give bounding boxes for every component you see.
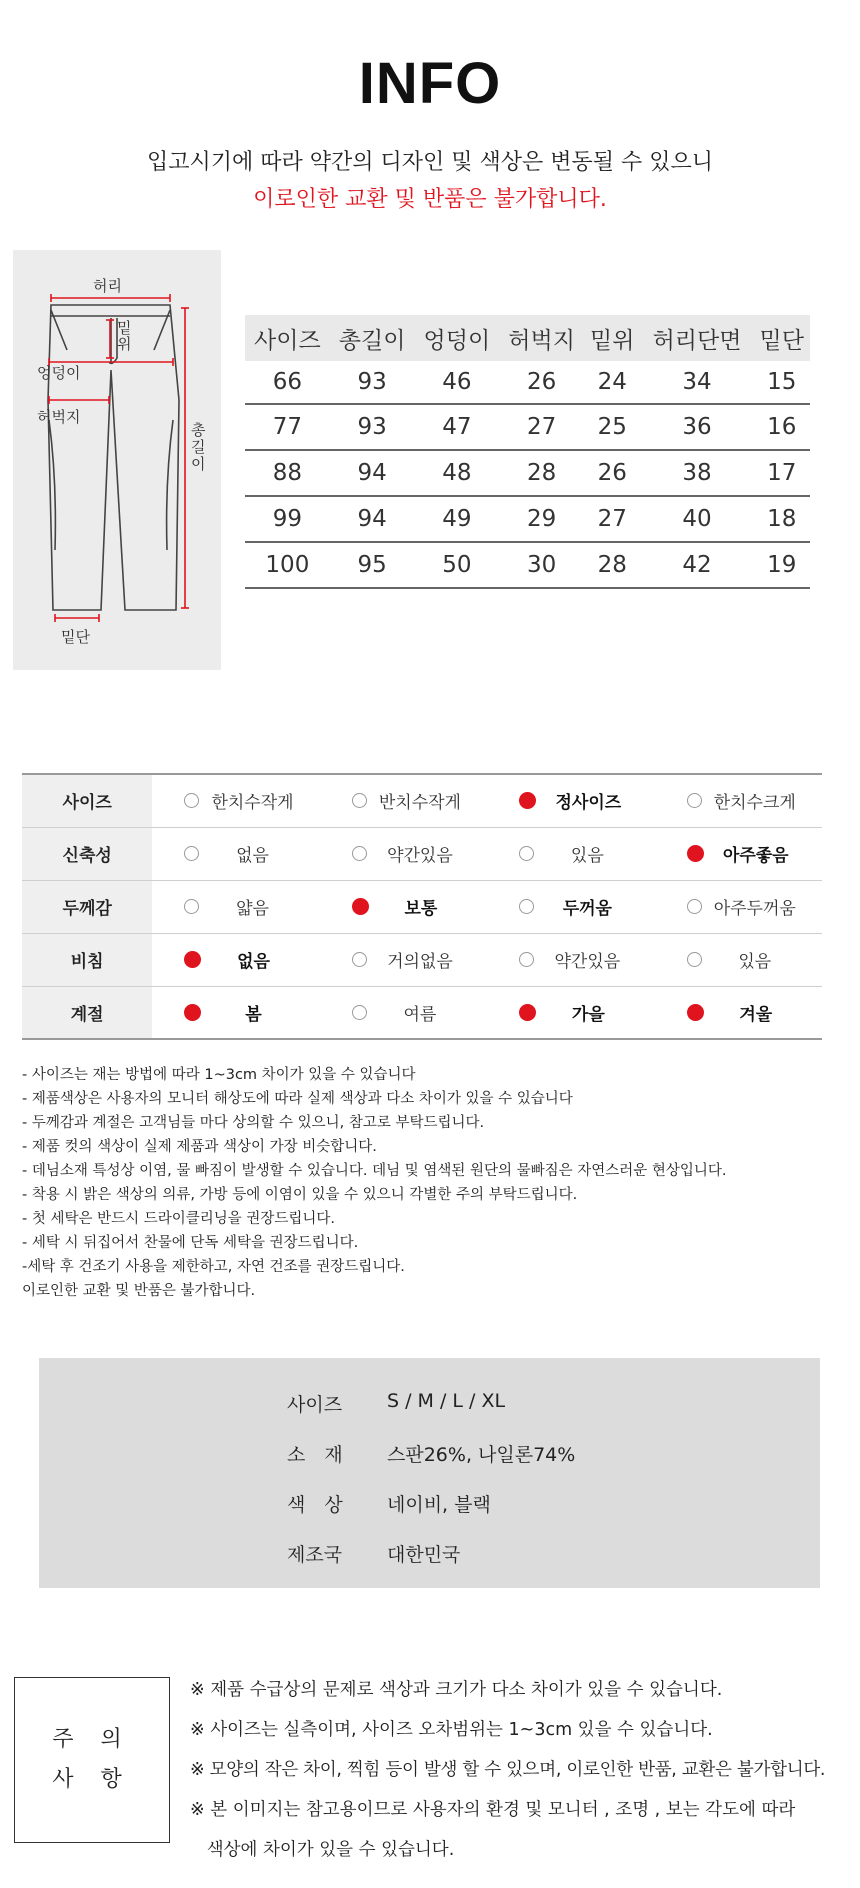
option-label: 있음: [738, 952, 772, 972]
table-cell: 88: [245, 450, 330, 496]
property-label: 계절: [22, 986, 152, 1039]
note-line: - 제품색상은 사용자의 모니터 해상도에 따라 실제 색상과 다소 차이가 있을 수 있습니다: [22, 1091, 573, 1107]
radio-empty-icon[interactable]: [687, 899, 702, 914]
table-cell: 17: [754, 450, 811, 496]
table-row: [245, 496, 810, 542]
option-label: 겨울: [739, 1004, 773, 1025]
radio-empty-icon[interactable]: [519, 846, 534, 861]
radio-empty-icon[interactable]: [184, 846, 199, 861]
property-row: [22, 880, 822, 933]
spec-row-color: [287, 1490, 491, 1517]
note-line: - 사이즈는 재는 방법에 따라 1~3cm 차이가 있을 수 있습니다: [22, 1067, 416, 1083]
property-option[interactable]: [320, 880, 487, 933]
property-option[interactable]: [152, 880, 319, 933]
note-line: 이로인한 교환 및 반품은 불가합니다.: [22, 1283, 256, 1299]
option-label: 얇음: [236, 899, 269, 919]
radio-empty-icon[interactable]: [184, 899, 199, 914]
table-cell: 49: [415, 496, 500, 542]
radio-empty-icon[interactable]: [352, 952, 367, 967]
property-option[interactable]: [152, 774, 319, 827]
header-cell: 밑단: [754, 315, 811, 361]
caution-item: ※ 제품 수급상의 문제로 색상과 크기가 다소 차이가 있을 수 있습니다.: [190, 1680, 723, 1700]
radio-selected-icon[interactable]: [687, 845, 704, 862]
property-option[interactable]: [320, 933, 487, 986]
property-option[interactable]: [655, 933, 822, 986]
spec-key: 사이즈: [287, 1394, 343, 1416]
table-cell: 94: [330, 450, 415, 496]
property-option[interactable]: [655, 774, 822, 827]
option-label: 있음: [570, 846, 604, 866]
table-cell: 42: [641, 542, 754, 588]
option-label: 여름: [403, 1004, 437, 1025]
property-label: 비침: [22, 933, 152, 986]
table-cell: 46: [415, 361, 500, 404]
radio-empty-icon[interactable]: [352, 846, 367, 861]
option-label: 없음: [237, 952, 270, 972]
notice-line-1: 입고시기에 따라 약간의 디자인 및 색상은 변동될 수 있으니: [147, 150, 713, 175]
option-label: 한치수크게: [713, 793, 796, 814]
table-cell: 36: [641, 404, 754, 450]
spec-row-size: [287, 1390, 505, 1417]
caution-item: ※ 본 이미지는 참고용이므로 사용자의 환경 및 모니터 , 조명 , 보는 각도에 따라: [190, 1800, 796, 1820]
radio-empty-icon[interactable]: [519, 899, 534, 914]
table-cell: 48: [415, 450, 500, 496]
caution-label-line: 사 항: [52, 1767, 132, 1792]
property-option[interactable]: [487, 933, 654, 986]
spec-value: 스판26%, 나일론74%: [387, 1444, 576, 1466]
note-line: - 착용 시 밝은 색상의 의류, 가방 등에 이염이 있을 수 있으니 각별한 주의 부탁드립니다.: [22, 1187, 578, 1203]
table-cell: 93: [330, 361, 415, 404]
option-label: 정사이즈: [555, 793, 622, 814]
table-cell: 34: [641, 361, 754, 404]
table-cell: 66: [245, 361, 330, 404]
property-label: 사이즈: [22, 774, 152, 827]
size-table: [245, 315, 810, 589]
label-hip: 엉덩이: [37, 364, 81, 382]
table-row: [245, 450, 810, 496]
table-cell: 16: [754, 404, 811, 450]
property-option[interactable]: [655, 827, 822, 880]
table-cell: 25: [584, 404, 641, 450]
property-option[interactable]: [487, 986, 654, 1039]
property-option[interactable]: [152, 933, 319, 986]
label-thigh: 허벅지: [37, 408, 81, 426]
radio-selected-icon[interactable]: [519, 792, 536, 809]
header-cell: 허리단면: [641, 315, 754, 361]
table-cell: 26: [499, 361, 584, 404]
caution-list: [190, 1670, 850, 1870]
table-cell: 100: [245, 542, 330, 588]
note-line: -세탁 후 건조기 사용을 제한하고, 자연 건조를 권장드립니다.: [22, 1259, 405, 1275]
table-cell: 26: [584, 450, 641, 496]
table-cell: 93: [330, 404, 415, 450]
table-cell: 99: [245, 496, 330, 542]
property-option[interactable]: [655, 880, 822, 933]
option-label: 반치수작게: [378, 793, 461, 814]
table-cell: 94: [330, 496, 415, 542]
option-label: 봄: [245, 1004, 262, 1025]
radio-selected-icon[interactable]: [687, 1004, 704, 1021]
table-cell: 40: [641, 496, 754, 542]
table-row: [245, 361, 810, 404]
label-waist: 허리: [93, 277, 122, 295]
size-table-header: [245, 315, 810, 361]
table-cell: 28: [499, 450, 584, 496]
table-cell: 50: [415, 542, 500, 588]
option-label: 한치수작게: [211, 793, 294, 814]
radio-empty-icon[interactable]: [687, 952, 702, 967]
property-option[interactable]: [487, 827, 654, 880]
table-cell: 77: [245, 404, 330, 450]
property-option[interactable]: [152, 986, 319, 1039]
spec-value: S / M / L / XL: [387, 1390, 506, 1412]
table-cell: 47: [415, 404, 500, 450]
header-cell: 총길이: [330, 315, 415, 361]
option-label: 거의없음: [387, 952, 453, 972]
option-label: 아주좋음: [722, 846, 789, 866]
caution-label-box: [14, 1677, 170, 1843]
header-cell: 사이즈: [245, 315, 330, 361]
table-cell: 19: [754, 542, 811, 588]
pants-outline-icon: [13, 250, 221, 670]
header-cell: 허벅지: [499, 315, 584, 361]
option-label: 없음: [236, 846, 269, 866]
radio-selected-icon[interactable]: [184, 951, 201, 968]
property-row: [22, 827, 822, 880]
table-cell: 15: [754, 361, 811, 404]
option-label: 약간있음: [554, 952, 621, 972]
property-row: [22, 933, 822, 986]
header-cell: 엉덩이: [415, 315, 500, 361]
property-option[interactable]: [487, 880, 654, 933]
table-cell: 18: [754, 496, 811, 542]
option-label: 보통: [404, 899, 438, 919]
label-length: 총길이: [191, 421, 206, 473]
property-row: [22, 986, 822, 1039]
label-hem: 밑단: [61, 628, 90, 646]
table-cell: 28: [584, 542, 641, 588]
radio-empty-icon[interactable]: [184, 793, 199, 808]
option-label: 아주두꺼움: [713, 899, 796, 919]
property-row: [22, 774, 822, 827]
spec-key: 제조국: [287, 1544, 343, 1566]
pants-diagram: [13, 250, 221, 670]
option-label: 두꺼움: [562, 899, 612, 919]
option-label: 가을: [571, 1004, 605, 1025]
table-cell: 38: [641, 450, 754, 496]
property-option[interactable]: [320, 774, 487, 827]
note-line: - 데님소재 특성상 이염, 물 빠짐이 발생할 수 있습니다. 데님 및 염색된 원단의 물빠짐은 자연스러운 현상입니다.: [22, 1163, 727, 1179]
table-cell: 95: [330, 542, 415, 588]
table-row: [245, 404, 810, 450]
table-row: [245, 542, 810, 588]
radio-empty-icon[interactable]: [352, 1005, 367, 1020]
spec-value: 대한민국: [387, 1544, 461, 1566]
property-label: 두께감: [22, 880, 152, 933]
label-rise: 밑위: [117, 319, 132, 353]
radio-empty-icon[interactable]: [519, 952, 534, 967]
spec-box: [39, 1358, 820, 1588]
page-title: INFO: [358, 51, 502, 116]
table-cell: 29: [499, 496, 584, 542]
radio-selected-icon[interactable]: [184, 1004, 201, 1021]
radio-empty-icon[interactable]: [687, 793, 702, 808]
note-line: - 제품 컷의 색상이 실제 제품과 색상이 가장 비슷합니다.: [22, 1139, 377, 1155]
table-cell: 24: [584, 361, 641, 404]
radio-empty-icon[interactable]: [352, 793, 367, 808]
property-label: 신축성: [22, 827, 152, 880]
note-line: - 두께감과 계절은 고객님들 마다 상의할 수 있으니, 참고로 부탁드립니다.: [22, 1115, 485, 1131]
spec-row-origin: [287, 1540, 460, 1567]
notice-line-2: 이로인한 교환 및 반품은 불가합니다.: [253, 187, 607, 212]
property-option[interactable]: [320, 827, 487, 880]
spec-row-material: [287, 1440, 575, 1467]
property-option[interactable]: [152, 827, 319, 880]
table-cell: 27: [584, 496, 641, 542]
property-option[interactable]: [487, 774, 654, 827]
spec-value: 네이비, 블랙: [387, 1494, 491, 1516]
radio-selected-icon[interactable]: [352, 898, 369, 915]
caution-item: ※ 사이즈는 실측이며, 사이즈 오차범위는 1~3cm 있을 수 있습니다.: [190, 1720, 713, 1740]
caution-item: 색상에 차이가 있을 수 있습니다.: [190, 1840, 455, 1860]
property-option[interactable]: [655, 986, 822, 1039]
property-option[interactable]: [320, 986, 487, 1039]
spec-key: 색 상: [287, 1494, 343, 1516]
spec-key: 소 재: [287, 1444, 343, 1466]
header-cell: 밑위: [584, 315, 641, 361]
properties-table: [22, 773, 822, 1040]
table-cell: 27: [499, 404, 584, 450]
note-line: - 세탁 시 뒤집어서 찬물에 단독 세탁을 권장드립니다.: [22, 1235, 359, 1251]
notes-list: [22, 1063, 842, 1303]
caution-item: ※ 모양의 작은 차이, 찍힘 등이 발생 할 수 있으며, 이로인한 반품, 교환은 불가합니다.: [190, 1760, 826, 1780]
radio-selected-icon[interactable]: [519, 1004, 536, 1021]
table-cell: 30: [499, 542, 584, 588]
option-label: 약간있음: [387, 846, 453, 866]
note-line: - 첫 세탁은 반드시 드라이클리닝을 권장드립니다.: [22, 1211, 336, 1227]
caution-label-line: 주 의: [52, 1727, 132, 1752]
